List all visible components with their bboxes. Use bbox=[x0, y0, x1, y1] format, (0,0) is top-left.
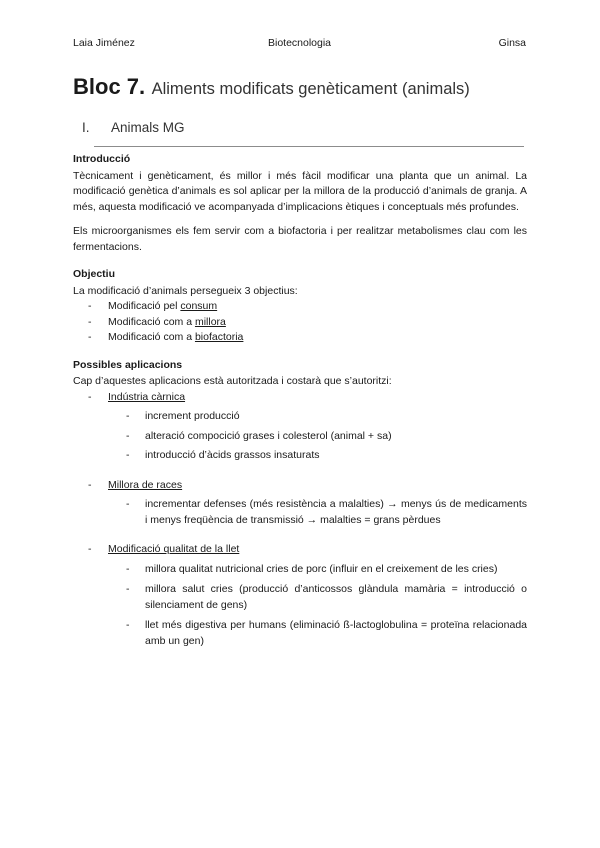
aplicacio-group bbox=[73, 478, 527, 494]
page-header bbox=[73, 37, 526, 51]
objectiu-item bbox=[73, 315, 527, 331]
objectiu-item-text: Modificació com a bbox=[108, 315, 195, 328]
objectiu-keyword: biofactoria bbox=[194, 331, 244, 343]
objectiu-intro: La modificació d’animals persegueix 3 objectius: bbox=[73, 284, 298, 297]
objectiu-keyword: consum bbox=[180, 300, 218, 312]
header-author: Laia Jiménez bbox=[73, 37, 135, 49]
aplicacio-item bbox=[73, 409, 527, 425]
bullet-dash: - bbox=[126, 429, 130, 442]
aplicacio-group-label: Indústria càrnica bbox=[108, 390, 186, 403]
bullet-dash: - bbox=[126, 619, 130, 631]
aplicacio-item-text: millora qualitat nutricional cries de porc (influir en el creixement de les cries) bbox=[145, 562, 498, 575]
objectiu-heading: Objectiu bbox=[73, 268, 116, 280]
bullet-dash: - bbox=[126, 410, 130, 422]
objectiu-item bbox=[73, 299, 527, 315]
bullet-dash: - bbox=[126, 562, 130, 575]
aplicacio-item-text: increment producció bbox=[145, 410, 240, 422]
introduccio-heading: Introducció bbox=[73, 153, 131, 165]
title-subtitle: Aliments modificats genèticament (animals) bbox=[151, 80, 470, 98]
aplicacio-item bbox=[73, 582, 527, 613]
objectiu-item-text: Modificació com a bbox=[108, 331, 195, 343]
aplicacio-item bbox=[73, 448, 527, 464]
aplicacio-item-text: alteració compocició grases i colesterol (animal + sa) bbox=[145, 429, 392, 442]
bullet-dash: - bbox=[88, 543, 92, 555]
aplicacio-item-text: llet més digestiva per humans (eliminació ß-lactoglobulina = proteïna relacionada amb un gen) bbox=[145, 619, 527, 647]
section-divider bbox=[94, 146, 524, 147]
bullet-dash: - bbox=[126, 449, 130, 461]
objectiu-item bbox=[73, 330, 527, 346]
aplicacions-heading: Possibles aplicacions bbox=[73, 358, 183, 371]
aplicacio-group-label: Modificació qualitat de la llet bbox=[108, 543, 240, 555]
section-heading bbox=[82, 120, 185, 135]
aplicacio-item bbox=[73, 497, 527, 528]
bullet-dash: - bbox=[126, 583, 130, 595]
aplicacio-group bbox=[73, 542, 527, 558]
section-number: I. bbox=[82, 120, 90, 135]
bullet-dash: - bbox=[88, 315, 92, 328]
bullet-dash: - bbox=[126, 498, 130, 510]
title-bloc: Bloc 7. bbox=[73, 74, 146, 99]
objectiu-item-text: Modificació pel bbox=[108, 300, 181, 312]
bullet-dash: - bbox=[88, 478, 92, 491]
bullet-dash: - bbox=[88, 300, 92, 312]
aplicacio-item-text: introducció d’àcids grassos insaturats bbox=[145, 449, 320, 461]
aplicacio-item-text: millora salut cries (producció d’anticossos glàndula mamària = introducció o silenciament de gens) bbox=[145, 583, 527, 611]
aplicacio-item bbox=[73, 429, 527, 445]
bullet-dash: - bbox=[88, 331, 92, 343]
header-subject: Biotecnologia bbox=[267, 37, 332, 49]
aplicacions-intro: Cap d’aquestes aplicacions està autoritzada i costarà que s’autoritzi: bbox=[73, 375, 392, 387]
header-school: Ginsa bbox=[498, 37, 526, 49]
bullet-dash: - bbox=[88, 390, 92, 403]
document-body bbox=[73, 152, 527, 649]
aplicacio-group bbox=[73, 390, 527, 406]
aplicacio-item bbox=[73, 618, 527, 649]
introduccio-paragraph-2: Els microorganismes els fem servir com a biofactoria i per realitzar metabolismes clau com les fermentacions. bbox=[73, 225, 527, 253]
section-title: Animals MG bbox=[111, 120, 185, 135]
aplicacio-group-label: Millora de races bbox=[108, 478, 183, 491]
introduccio-paragraph-1: Tècnicament i genèticament, és millor i més fàcil modificar una planta que un animal. La modificació genètica d’animals es sol aplicar per la millora de la producció d’animals de granja. A més, aquesta modificació ve acompanyada d’implicacions ètiques i conceptuals més profundes. bbox=[73, 169, 527, 213]
document-title bbox=[73, 74, 470, 100]
aplicacio-item-text: incrementar defenses (més resistència a malalties) → menys ús de medicaments i menys freqüència de transmissió → malalties = grans pèrdues bbox=[145, 498, 527, 526]
aplicacio-item bbox=[73, 562, 527, 578]
objectiu-keyword: millora bbox=[194, 315, 226, 328]
